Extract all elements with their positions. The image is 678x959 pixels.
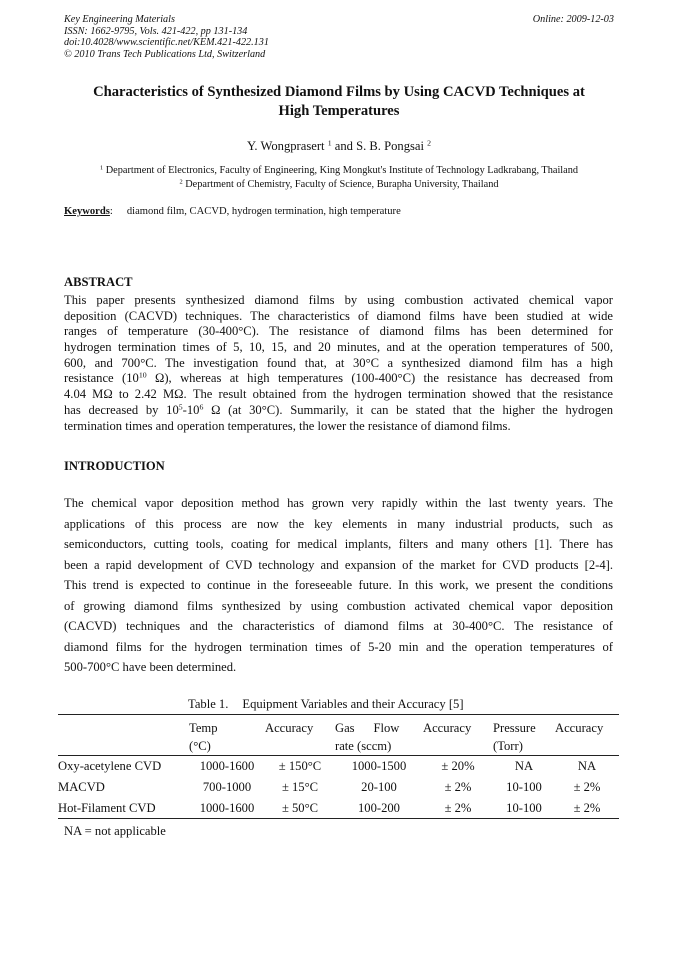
text-run: Ω (at 30°C). Summarily, it can be stated that the higher the hydrogen [203, 402, 614, 417]
table-cell: 10-100 [506, 800, 542, 815]
introduction-line: This trend is expected to continue in the foreseeable future. In this work, we present the conditions [64, 578, 613, 592]
journal-header [64, 14, 269, 60]
table-header-cell [335, 715, 423, 756]
affiliation-text: Department of Chemistry, Faculty of Science, Burapha University, Thailand [185, 179, 499, 190]
table-cell: NA [577, 759, 597, 774]
table-row [58, 756, 619, 777]
abstract-line [64, 356, 613, 372]
keywords [64, 205, 401, 218]
superscript: 5 [178, 402, 183, 412]
journal-doi: doi:10.4028/www.scientific.net/KEM.421-422.131 [64, 37, 269, 48]
introduction-line: 500-700°C have been determined. [64, 660, 237, 674]
table-cell: ± 50°C [281, 800, 319, 815]
introduction-body [64, 493, 613, 678]
row-label-cell: MACVD [58, 780, 105, 794]
text-run: hydrogen termination times of 5, 10, 15, and 20 minutes, and at the operation temperatures of 500, [64, 340, 613, 355]
text-run: Ω), whereas at high temperatures (100-400°C) the resistance has decreased from [146, 371, 614, 386]
table-header-cell [423, 715, 493, 756]
text-run: ranges of temperature (30-400°C). The resistance of diamond films has been determined for [64, 324, 613, 339]
header-text: (Torr) [493, 739, 523, 753]
affiliation [64, 164, 614, 177]
author-conjunction: and [334, 139, 353, 153]
table-cell: ± 2% [573, 800, 601, 815]
author-name: S. B. Pongsai [356, 139, 424, 153]
header-text: Temp [189, 721, 218, 735]
affiliation-marker: 2 [427, 138, 432, 148]
abstract-body [64, 293, 613, 434]
author-name: Y. Wongprasert [246, 139, 325, 153]
table-cell: 10-100 [506, 780, 542, 794]
abstract-line [64, 293, 613, 309]
affiliation-marker: 1 [327, 138, 332, 148]
table-caption-text: Equipment Variables and their Accuracy [5] [242, 697, 464, 711]
table-caption [188, 697, 464, 712]
table-cell: 20-100 [361, 780, 397, 794]
abstract-line [64, 419, 613, 435]
introduction-line: The chemical vapor deposition method has grown very rapidly within the last twenty years. The [64, 496, 613, 510]
introduction-line: applications of this process are now the key elements in many industrial products, such as [64, 516, 613, 531]
header-text: Accuracy [265, 721, 314, 735]
title-line: High Temperatures [278, 103, 400, 119]
introduction-heading: INTRODUCTION [64, 459, 165, 473]
table-header-row [58, 715, 619, 756]
introduction-line: diamond films for the hydrogen termination times of 5-20 min and the operation temperatures of [64, 639, 613, 654]
abstract-heading: ABSTRACT [64, 275, 133, 289]
keywords-label: Keywords [64, 206, 110, 217]
text-run: deposition (CACVD) techniques. The characteristics of diamond films have been studied at wide [64, 308, 613, 323]
introduction-line: of growing diamond films synthesized by using combustion activated chemical vapor deposition [64, 598, 613, 613]
superscript: 6 [199, 402, 204, 412]
text-run: -10 [182, 402, 200, 417]
abstract-line [64, 324, 613, 340]
table-cell: ± 20% [441, 759, 475, 774]
row-label-cell: Hot-Filament CVD [58, 800, 156, 815]
header-text: Gas Flow [335, 721, 400, 735]
table-cell: 1000-1600 [199, 759, 255, 774]
abstract-line [64, 387, 613, 403]
affiliation-number: 1 [99, 164, 104, 172]
table-body [58, 756, 619, 819]
introduction-line: (CACVD) techniques and the characteristics of diamond films at 30-400°C. The resistance of [64, 619, 613, 633]
abstract-line [64, 309, 613, 325]
header-text: Accuracy [423, 721, 472, 735]
table-cell: 100-200 [358, 800, 400, 815]
equipment-table [58, 714, 619, 819]
table-cell: 700-1000 [202, 780, 252, 794]
keywords-text: diamond film, CACVD, hydrogen termination, high temperature [126, 206, 401, 217]
table-cell: ± 150°C [278, 759, 322, 774]
table-header-cell [265, 715, 335, 756]
online-date: Online: 2009-12-03 [532, 14, 614, 25]
table-cell: NA [514, 759, 534, 774]
table-cell: ± 2% [573, 780, 601, 794]
text-run: This paper presents synthesized diamond films by using combustion activated chemical vapor [64, 293, 613, 307]
header-text: Accuracy [555, 721, 604, 735]
text-run: termination times and operation temperatures, the lower the resistance of diamond films. [64, 418, 511, 433]
text-run: 600, and 700°C. The investigation found that, at 30°C a synthesized diamond film has a high [64, 355, 613, 370]
abstract-line [64, 371, 613, 387]
journal-issn: ISSN: 1662-9795, Vols. 421-422, pp 131-134 [64, 25, 248, 37]
table-header-cell [555, 715, 619, 756]
superscript: 10 [138, 371, 147, 381]
header-text: (°C) [189, 739, 211, 753]
table-header-cell [493, 715, 555, 756]
table-note: NA = not applicable [64, 824, 166, 838]
abstract-line [64, 403, 613, 419]
table-cell: 1000-1500 [351, 759, 407, 774]
table-row [58, 777, 619, 798]
header-text: Pressure [493, 721, 536, 735]
text-run: 4.04 MΩ to 2.42 MΩ. The result obtained from the hydrogen termination showed that the resistance [64, 387, 613, 402]
table-cell: 1000-1600 [199, 800, 255, 815]
table-caption-label: Table 1. [188, 697, 229, 711]
table-row [58, 798, 619, 819]
table-header-cell [58, 715, 189, 756]
text-run: has decreased by 10 [64, 402, 179, 417]
table-cell: ± 2% [444, 780, 472, 794]
table-cell: ± 2% [444, 800, 472, 815]
introduction-line: semiconductors, cutting tools, coating for medical implants, filters and many others [1]. There has [64, 537, 613, 551]
abstract-line [64, 340, 613, 356]
row-label-cell: Oxy-acetylene CVD [58, 759, 162, 774]
affiliation-text: Department of Electronics, Faculty of Engineering, King Mongkut's Institute of Technology Ladkrabang, Thailand [105, 165, 579, 176]
affiliation-number: 2 [179, 178, 183, 186]
header-text: rate (sccm) [335, 739, 392, 753]
paper-title [64, 83, 614, 121]
table-header-cell [189, 715, 265, 756]
text-run: resistance (10 [64, 371, 139, 386]
journal-copyright: © 2010 Trans Tech Publications Ltd, Switzerland [64, 48, 266, 60]
table-cell: ± 15°C [281, 780, 319, 794]
journal-name: Key Engineering Materials [64, 14, 175, 25]
title-line: Characteristics of Synthesized Diamond Films by Using CACVD Techniques at [93, 84, 585, 100]
affiliation [64, 178, 614, 191]
authors [64, 139, 614, 154]
introduction-line: been a rapid development of CVD technology and expansion of the market for CVD products [2-4]. [64, 557, 613, 572]
keywords-colon: : [109, 206, 113, 217]
